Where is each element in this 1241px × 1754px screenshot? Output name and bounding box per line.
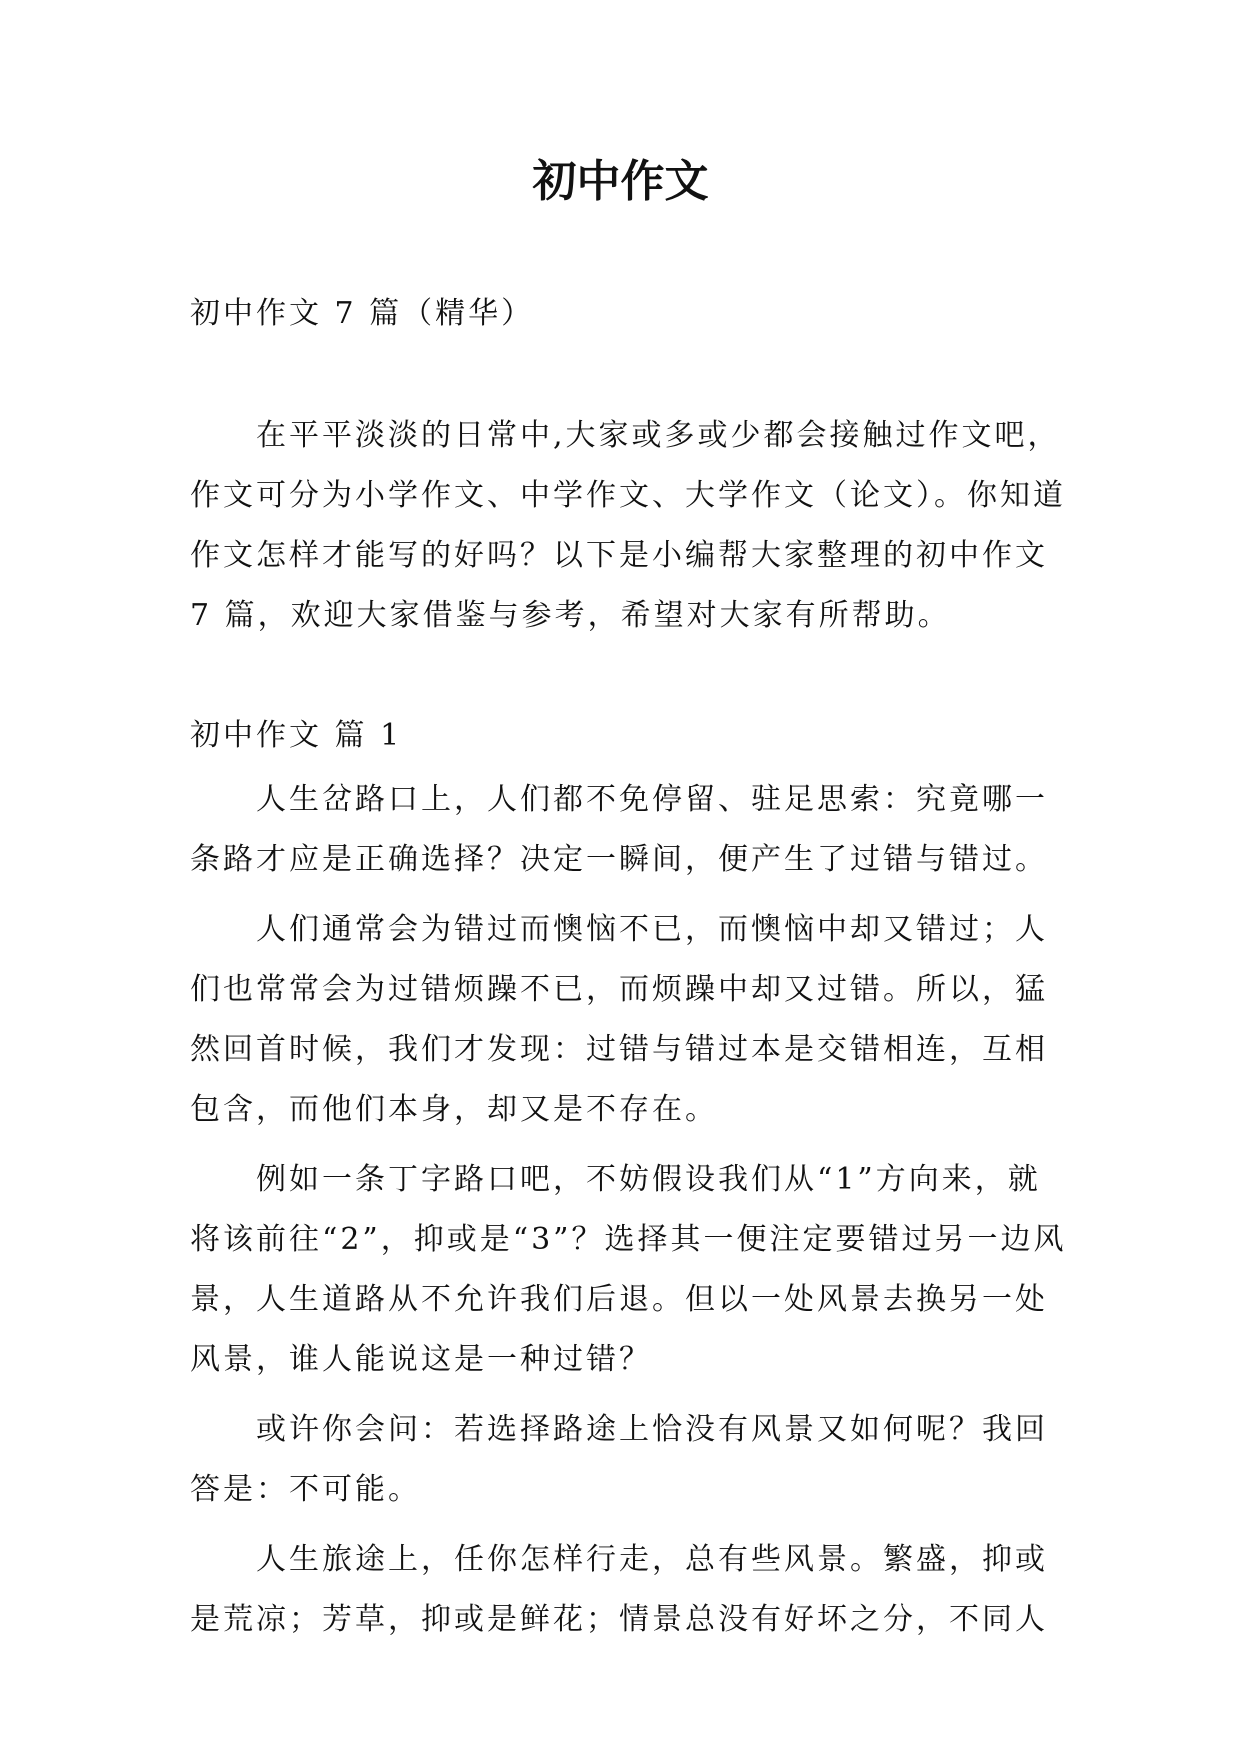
body-paragraph: 或许你会问：若选择路途上恰没有风景又如何呢？我回答是：不可能。 bbox=[190, 1412, 1048, 1507]
document-body bbox=[190, 290, 1070, 1650]
body-paragraph: 人生岔路口上，人们都不免停留、驻足思索：究竟哪一条路才应是正确选择？决定一瞬间，便产生了过错与错过。 bbox=[190, 782, 1048, 877]
body-paragraph: 例如一条丁字路口吧，不妨假设我们从“1”方向来，就将该前往“2”，抑或是“3”？选择其一便注定要错过另一边风景，人生道路从不允许我们后退。但以一处风景去换另一处风景，谁人能说这是一种过错？ bbox=[190, 1162, 1067, 1377]
body-paragraph: 人生旅途上，任你怎样行走，总有些风景。繁盛，抑或是荒凉；芳草，抑或是鲜花；情景总没有好坏之分，不同人 bbox=[190, 1542, 1048, 1637]
section-heading: 初中作文 篇 1 bbox=[190, 718, 403, 753]
intro-paragraph: 在平平淡淡的日常中,大家或多或少都会接触过作文吧，作文可分为小学作文、中学作文、大学作文（论文）。你知道作文怎样才能写的好吗？以下是小编帮大家整理的初中作文 7 篇，欢迎大家借鉴与参考，希望对大家有所帮助。 bbox=[190, 418, 1066, 633]
document-title: 初中作文 bbox=[532, 156, 709, 207]
body-paragraph: 人们通常会为错过而懊恼不已，而懊恼中却又错过；人们也常常会为过错烦躁不已，而烦躁中却又过错。所以，猛然回首时候，我们才发现：过错与错过本是交错相连，互相包含，而他们本身，却又是不存在。 bbox=[190, 912, 1048, 1127]
document-subtitle: 初中作文 7 篇（精华） bbox=[190, 296, 535, 331]
